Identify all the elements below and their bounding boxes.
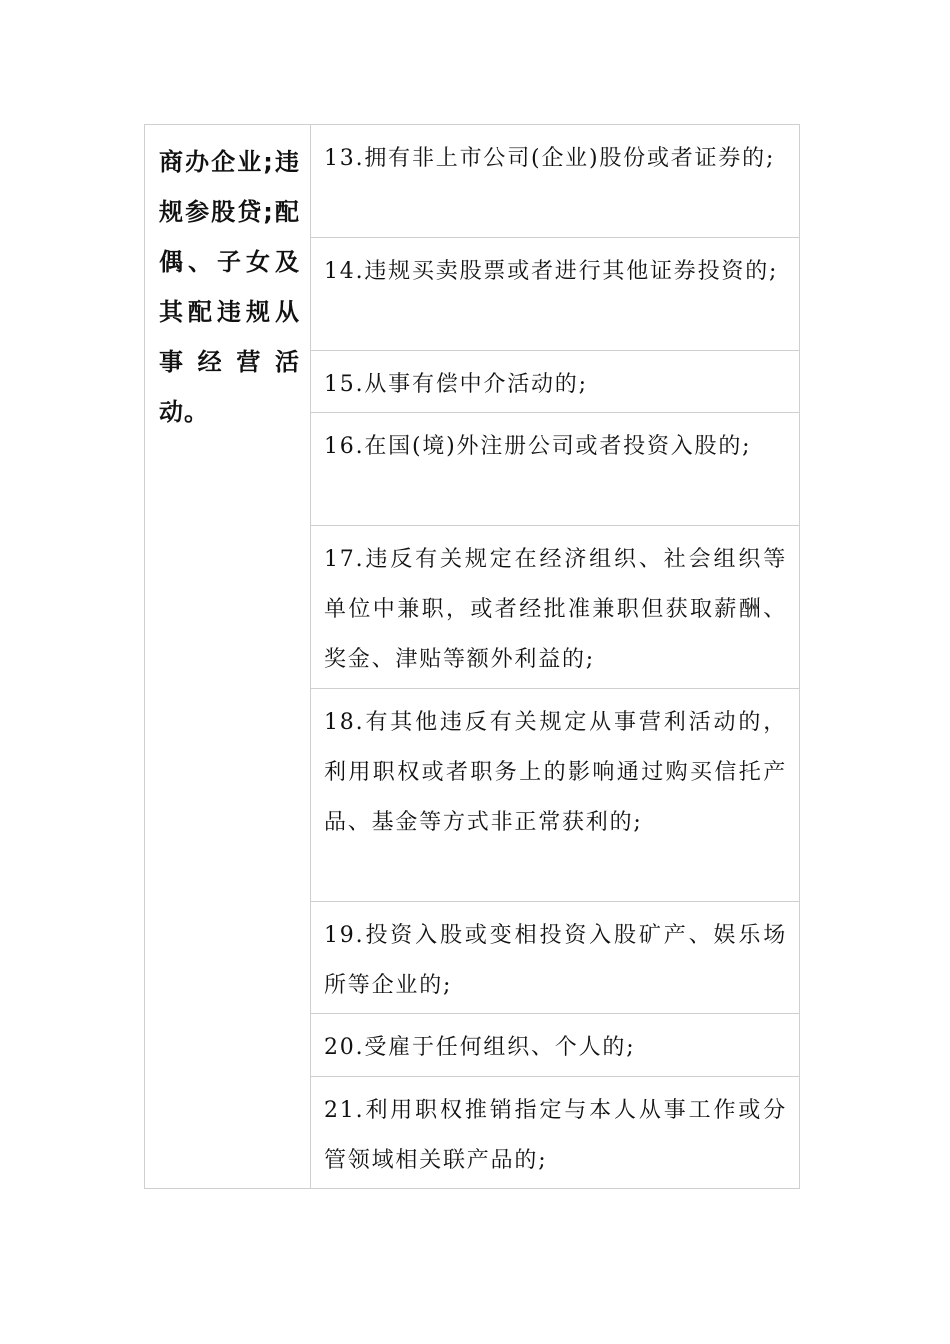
table-row <box>311 238 799 351</box>
item-text: 13.拥有非上市公司(企业)股份或者证券的; <box>324 146 776 171</box>
item-text: 19.投资入股或变相投资入股矿产、娱乐场所等企业的; <box>324 922 787 998</box>
table-row <box>311 1014 799 1077</box>
table-row <box>311 1077 799 1188</box>
table-row <box>311 351 799 414</box>
category-cell <box>145 125 311 1188</box>
item-text: 16.在国(境)外注册公司或者投资入股的; <box>324 434 752 460</box>
table-row <box>311 689 799 902</box>
table-row <box>311 526 799 689</box>
item-text: 14.违规买卖股票或者进行其他证券投资的; <box>324 258 779 284</box>
table-row <box>311 413 799 526</box>
items-column <box>311 125 799 1188</box>
regulation-table <box>144 124 800 1189</box>
item-text: 15.从事有偿中介活动的; <box>324 371 588 397</box>
item-text: 21.利用职权推销指定与本人从事工作或分管领域相关联产品的; <box>324 1098 787 1174</box>
table-row <box>311 125 799 238</box>
category-text: 商办企业;违规参股贷;配偶、子女及其配违规从事经营活动。 <box>159 148 300 426</box>
item-text: 17.违反有关规定在经济组织、社会组织等单位中兼职，或者经批准兼职但获取薪酬、奖金、津贴等额外利益的; <box>324 547 787 673</box>
table-row <box>311 902 799 1015</box>
item-text: 20.受雇于任何组织、个人的; <box>324 1035 636 1061</box>
item-text: 18.有其他违反有关规定从事营利活动的，利用职权或者职务上的影响通过购买信托产品、基金等方式非正常获利的; <box>324 709 787 835</box>
